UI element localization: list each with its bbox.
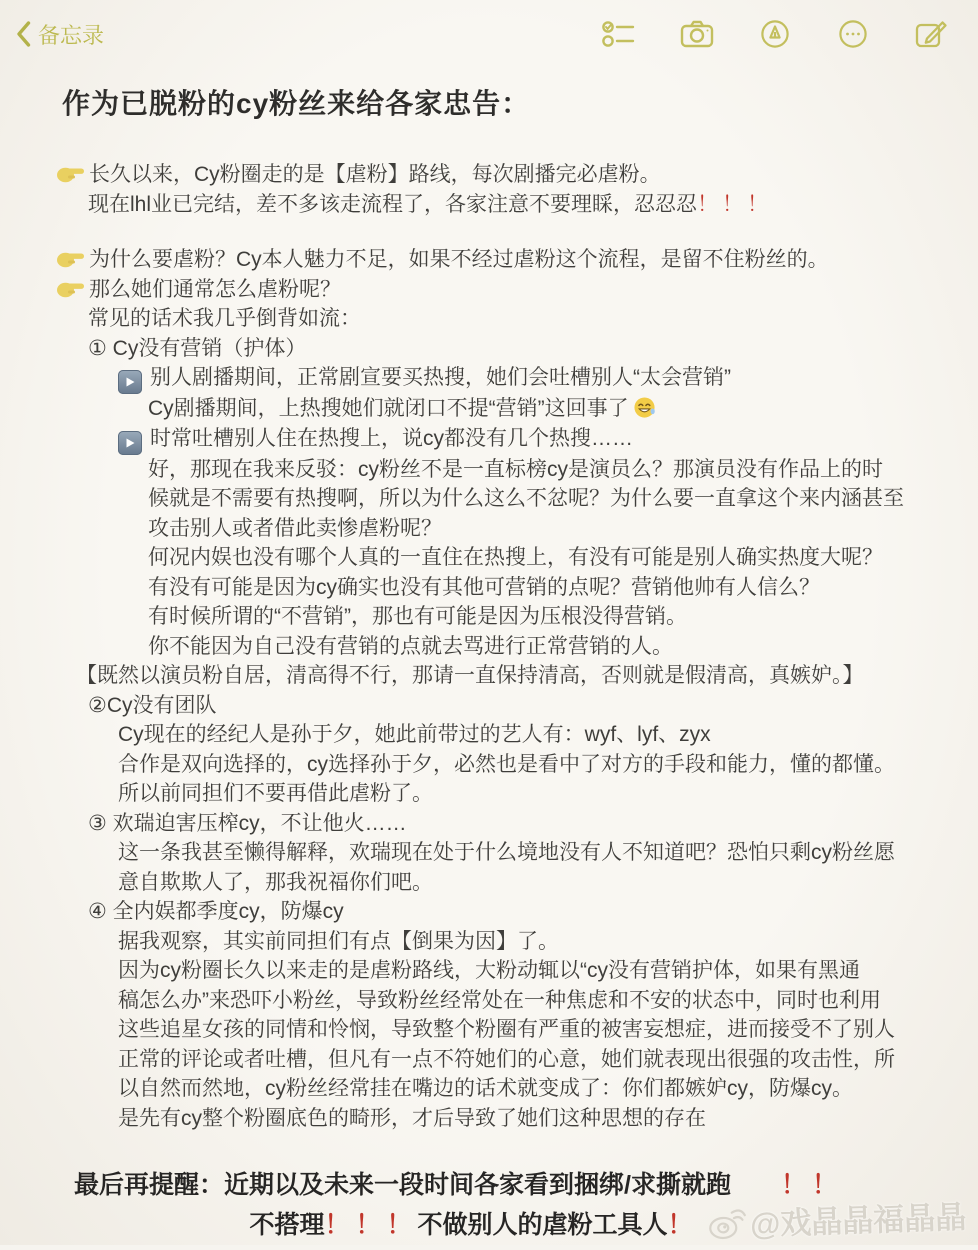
text-segment: 不搭理: [249, 1211, 325, 1239]
note-line: [0, 868, 978, 898]
nav-toolbar: [602, 18, 948, 50]
checklist-icon[interactable]: [602, 18, 636, 50]
note-title: 作为已脱粉的cy粉丝来给各家忠告：: [62, 88, 531, 119]
more-options-icon[interactable]: [836, 18, 870, 50]
markup-icon[interactable]: [758, 18, 792, 50]
note-line: [0, 956, 978, 986]
note-line: [0, 394, 978, 424]
text-segment: ④ 全内娱都季度cy，防爆cy: [88, 900, 344, 923]
text-segment: 合作是双向选择的，cy选择孙于夕，必然也是看中了对方的手段和能力，懂的都懂。: [118, 752, 895, 776]
note-line: [0, 455, 978, 485]
text-segment: 这一条我甚至懒得解释，欢瑞现在处于什么境地没有人不知道吧？恐怕只剩cy粉丝愿: [118, 841, 895, 864]
text-segment: [731, 1171, 781, 1199]
text-segment: 据我观察，其实前同担们有点【倒果为因】了。: [118, 929, 559, 953]
note-body[interactable]: [0, 160, 978, 1133]
note-line: [0, 514, 978, 544]
text-segment: 意自欺欺人了，那我祝福你们吧。: [118, 870, 433, 894]
note-line: [0, 1015, 978, 1045]
play-button-icon: [118, 431, 142, 455]
text-segment: 最后再提醒：近期以及未来一段时间各家看到捆绑/求撕就跑: [74, 1171, 731, 1199]
text-segment: Cy剧播期间，上热搜她们就闭口不提“营销”这回事了: [148, 397, 629, 420]
text-segment: 有时候所谓的“不营销”，那也有可能是因为压根没得营销。: [148, 605, 687, 628]
note-line: [0, 720, 978, 750]
compose-icon[interactable]: [914, 18, 948, 50]
note-line: [0, 304, 978, 334]
text-segment: 好，那现在我来反驳：cy粉丝不是一直标榜cy是演员么？那演员没有作品上的时: [148, 457, 883, 481]
nav-bar: [0, 0, 978, 52]
text-segment: Cy现在的经纪人是孙于夕，她此前带过的艺人有：wyf、lyf、zyx: [118, 723, 711, 746]
text-segment: 常见的话术我几乎倒背如流：: [88, 307, 361, 330]
text-segment: 何况内娱也没有哪个人真的一直住在热搜上，有没有可能是别人确实热度大呢？: [148, 546, 883, 569]
text-segment: 候就是不需要有热搜啊，所以为什么这么不忿呢？为什么要一直拿这个来内涵甚至: [148, 487, 904, 510]
warning-exclamations: ！！！: [324, 1211, 418, 1239]
text-segment: 不做别人的虐粉工具人: [417, 1211, 668, 1239]
back-button-label: 备忘录: [38, 22, 105, 48]
note-line: [0, 897, 978, 927]
note-line: [0, 809, 978, 839]
text-segment: 【既然以演员粉自居，清高得不行，那请一直保持清高，否则就是假清高，真嫉妒。】: [76, 664, 864, 687]
warning-exclamations: ！！: [780, 1171, 843, 1199]
note-line: [0, 779, 978, 809]
note-line: [0, 927, 978, 957]
camera-icon[interactable]: [680, 18, 714, 50]
note-line: [0, 986, 978, 1016]
note-line: [0, 750, 978, 780]
note-line: [0, 661, 978, 691]
text-segment: 这些追星女孩的同情和怜悯，导致整个粉圈有严重的被害妄想症，进而接受不了别人: [118, 1018, 895, 1041]
note-line: [0, 334, 978, 364]
finger-pointing-icon: [56, 247, 86, 267]
text-segment: 别人剧播期间，正常剧宣要买热搜，她们会吐槽别人“太会营销”: [150, 366, 731, 389]
note-line: [0, 543, 978, 573]
text-segment: 为什么要虐粉？Cy本人魅力不足，如果不经过虐粉这个流程，是留不住粉丝的。: [89, 248, 829, 271]
text-segment: 正常的评论或者吐槽，但凡有一点不符她们的心意，她们就表现出很强的攻击性，所: [118, 1047, 895, 1071]
weibo-watermark: [706, 1191, 967, 1245]
note-line: [0, 363, 978, 394]
note-line: [0, 632, 978, 662]
text-segment: 所以前同担们不要再借此虐粉了。: [118, 782, 433, 805]
note-line: [0, 573, 978, 603]
text-segment: ②Cy没有团队: [88, 693, 217, 717]
back-button[interactable]: [16, 19, 104, 50]
text-segment: 有没有可能是因为cy确实也没有其他可营销的点呢？营销他帅有人信么？: [148, 575, 820, 599]
note-line: [0, 691, 978, 721]
note-line: [0, 275, 978, 305]
chevron-left-icon: [16, 21, 31, 47]
text-segment: 你不能因为自己没有营销的点就去骂进行正常营销的人。: [148, 634, 673, 658]
note-line: [0, 1104, 978, 1134]
watermark-handle: @戏晶晶福晶晶: [749, 1199, 967, 1243]
note-line: [0, 160, 978, 190]
finger-pointing-icon: [56, 277, 86, 297]
play-button-icon: [118, 370, 142, 394]
text-segment: 稿怎么办”来恐吓小粉丝，导致粉丝经常处在一种焦虑和不安的状态中，同时也利用: [118, 988, 881, 1012]
finger-pointing-icon: [56, 162, 86, 182]
note-line: [0, 424, 978, 455]
text-segment: 以自然而然地，cy粉丝经常挂在嘴边的话术就变成了：你们都嫉妒cy，防爆cy。: [118, 1077, 853, 1100]
warning-exclamations: ！！！: [697, 192, 773, 216]
text-segment: 时常吐槽别人住在热搜上，说cy都没有几个热搜……: [150, 426, 633, 450]
note-line: [0, 190, 978, 220]
weibo-logo-icon: [706, 1203, 747, 1242]
text-segment: 现在lhl业已完结，差不多该走流程了，各家注意不要理睬，忍忍忍: [88, 192, 698, 216]
text-segment: 那么她们通常怎么虐粉呢？: [89, 277, 341, 301]
text-segment: ① Cy没有营销（护体）: [88, 336, 307, 360]
text-segment: 长久以来，Cy粉圈走的是【虐粉】路线，每次剧播完必虐粉。: [89, 163, 661, 186]
note-line: [0, 1045, 978, 1075]
text-segment: ③ 欢瑞迫害压榨cy，不让他火……: [88, 811, 407, 835]
note-line: [0, 484, 978, 514]
text-segment: 是先有cy整个粉圈底色的畸形，才后导致了她们这种思想的存在: [118, 1106, 706, 1130]
note-line: [0, 838, 978, 868]
sweat-smile-icon: [633, 396, 656, 419]
text-segment: 因为cy粉圈长久以来走的是虐粉路线，大粉动辄以“cy没有营销护体，如果有黑通: [118, 959, 860, 982]
text-segment: 攻击别人或者借此卖惨虐粉呢？: [148, 516, 442, 540]
note-line: [0, 1074, 978, 1104]
warning-exclamations: ！: [667, 1211, 699, 1239]
note-line: [0, 245, 978, 275]
note-line: [0, 602, 978, 632]
